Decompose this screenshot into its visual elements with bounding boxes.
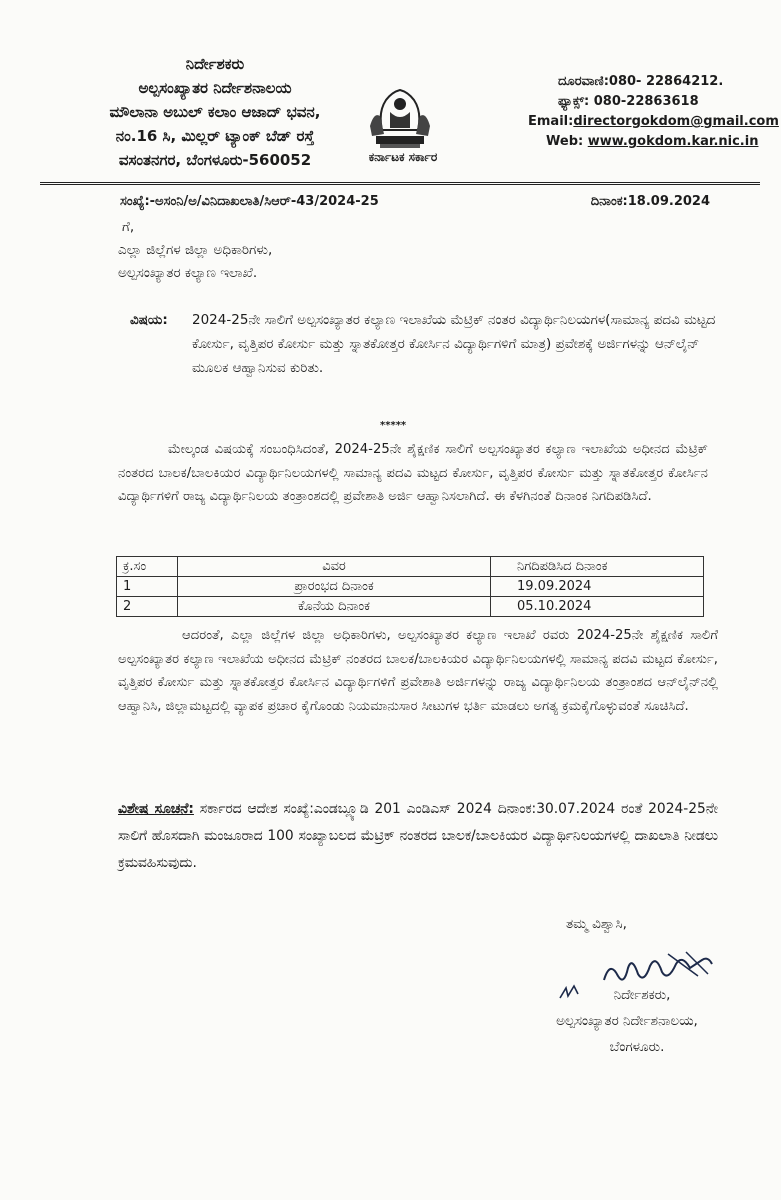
web-line	[528, 132, 768, 152]
web-link[interactable]: www.gokdom.kar.nic.in	[587, 134, 759, 149]
reference-number: ಸಂಖ್ಯೆ:-ಅಸಂನಿ/ಅ/ವಿನಿದಾಖಲಾತಿ/ಸಿಆರ್-43/2024-25	[120, 194, 379, 209]
table-row	[117, 597, 704, 617]
office-building: ಮೌಲಾನಾ ಅಬುಲ್ ಕಲಾಂ ಆಜಾದ್ ಭವನ,	[109, 103, 321, 121]
contact-block	[528, 72, 779, 152]
addressee-block	[118, 216, 518, 285]
letter-date: ದಿನಾಂಕ:18.09.2024	[590, 194, 710, 209]
special-note	[118, 796, 718, 877]
table-header-row	[117, 557, 704, 577]
signatory-city: ಬೆಂಗಳೂರು.	[609, 1039, 665, 1055]
special-note-label: ವಿಶೇಷ ಸೂಚನೆ:	[118, 801, 194, 817]
body-paragraph-2: ಆದರಂತೆ, ಎಲ್ಲಾ ಜಿಲ್ಲೆಗಳ ಜಿಲ್ಲಾ ಅಧಿಕಾರಿಗಳು, ಅಲ್ಪಸಂಖ್ಯಾತರ ಕಲ್ಯಾಣ ಇಲಾಖೆ ರವರು 2024-25ನೇ ಶೈಕ್ಷಣಿಕ ಸಾಲಿಗೆ ಅಲ್ಪಸಂಖ್ಯಾತರ ಕಲ್ಯಾಣ ಇಲಾಖೆಯ ಅಧೀನದ ಮೆಟ್ರಿಕ್ ನಂತರದ ಬಾಲಕ/ಬಾಲಕಿಯರ ವಿದ್ಯಾರ್ಥಿನಿಲಯಗಳಲ್ಲಿ ಸಾಮಾನ್ಯ ಪದವಿ ಮಟ್ಟದ ಕೋರ್ಸು, ವೃತ್ತಿಪರ ಕೋರ್ಸು ಮತ್ತು ಸ್ನಾತಕೋತ್ತರ ಕೋರ್ಸಿನ ವಿದ್ಯಾರ್ಥಿಗಳಿಗೆ ಪ್ರವೇಶಾತಿ ಅರ್ಜಿಗಳನ್ನು ರಾಜ್ಯ ವಿದ್ಯಾರ್ಥಿನಿಲಯ ತಂತ್ರಾಂಶದ ಆನ್‌ಲೈನ್‌ನಲ್ಲಿ ಆಹ್ವಾನಿಸಿ, ಜಿಲ್ಲಾಮಟ್ಟದಲ್ಲಿ ವ್ಯಾಪಕ ಪ್ರಚಾರ ಕೈಗೊಂಡು ನಿಯಮಾನುಸಾರ ಸೀಟುಗಳ ಭರ್ತಿ ಮಾಡಲು ಅಗತ್ಯ ಕ್ರಮಕೈಗೊಳ್ಳುವಂತೆ ಸೂಚಿಸಿದೆ.	[118, 628, 718, 714]
table-header-cell: ವಿವರ	[178, 557, 491, 577]
phone-number: ದೂರವಾಣಿ:080- 22864212.	[558, 74, 724, 89]
table-cell: 2	[117, 597, 178, 617]
table-cell: ಕೊನೆಯ ದಿನಾಂಕ	[178, 597, 491, 617]
web-label: Web:	[546, 134, 588, 149]
subject-text: 2024-25ನೇ ಸಾಲಿಗೆ ಅಲ್ಪಸಂಖ್ಯಾತರ ಕಲ್ಯಾಣ ಇಲಾಖೆಯ ಮೆಟ್ರಿಕ್ ನಂತರ ವಿದ್ಯಾರ್ಥಿನಿಲಯಗಳ(ಸಾಮಾನ್ಯ ಪದವಿ ಮಟ್ಟದ ಕೋರ್ಸು, ವೃತ್ತಿಪರ ಕೋರ್ಸು ಮತ್ತು ಸ್ನಾತಕೋತ್ತರ ಕೋರ್ಸಿನ ವಿದ್ಯಾರ್ಥಿಗಳಿಗೆ ಮಾತ್ರ) ಪ್ರವೇಶಕ್ಕೆ ಅರ್ಜಿಗಳನ್ನು ಆನ್‌ಲೈನ್ ಮೂಲಕ ಆಹ್ವಾನಿಸುವ ಕುರಿತು.	[192, 312, 716, 376]
table-cell: 05.10.2024	[491, 597, 704, 617]
addressee-line-1: ಎಲ್ಲಾ ಜಿಲ್ಲೆಗಳ ಜಿಲ್ಲಾ ಅಧಿಕಾರಿಗಳು,	[118, 242, 273, 258]
table-cell: 19.09.2024	[491, 577, 704, 597]
initials-mark-icon	[558, 984, 580, 1002]
fax-number: ಫ್ಯಾಕ್ಸ್: 080-22863618	[558, 94, 699, 109]
addressee-line-2: ಅಲ್ಪಸಂಖ್ಯಾತರ ಕಲ್ಯಾಣ ಇಲಾಖೆ.	[118, 265, 258, 281]
office-city: ವಸಂತನಗರ, ಬೆಂಗಳೂರು-560052	[118, 151, 312, 169]
special-note-text: ಸರ್ಕಾರದ ಆದೇಶ ಸಂಖ್ಯೆ:ಎಂಡಬ್ಲ್ಯೂಡಿ 201 ಎಂಡಿಎಸ್ 2024 ದಿನಾಂಕ:30.07.2024 ರಂತೆ 2024-25ನೇ ಸಾಲಿಗೆ ಹೊಸದಾಗಿ ಮಂಜೂರಾದ 100 ಸಂಖ್ಯಾಬಲದ ಮೆಟ್ರಿಕ್ ನಂತರದ ಬಾಲಕ/ಬಾಲಕಿಯರ ವಿದ್ಯಾರ್ಥಿನಿಲಯಗಳಲ್ಲಿ ದಾಖಲಾತಿ ನೀಡಲು ಕ್ರಮವಹಿಸುವುದು.	[118, 801, 718, 871]
emblem-caption: ಕರ್ನಾಟಕ ಸರ್ಕಾರ	[368, 150, 438, 164]
email-label: Email:	[528, 114, 574, 129]
email-link[interactable]: directorgokdom@gmail.com	[573, 114, 779, 129]
subject-label: ವಿಷಯ:	[130, 312, 168, 328]
table-cell: ಪ್ರಾರಂಭದ ದಿನಾಂಕ	[178, 577, 491, 597]
state-emblem-icon	[360, 82, 440, 152]
signatory-office: ಅಲ್ಪಸಂಖ್ಯಾತರ ನಿರ್ದೇಶನಾಲಯ,	[556, 1013, 698, 1029]
office-title: ನಿರ್ದೇಶಕರು	[185, 55, 245, 73]
table-header-cell: ನಿಗದಿಪಡಿಸಿದ ದಿನಾಂಕ	[491, 557, 704, 577]
table-header-cell: ಕ್ರ.ಸಂ	[117, 557, 178, 577]
closing-salutation: ತಮ್ಮ ವಿಶ್ವಾಸಿ,	[566, 916, 627, 932]
email-line	[528, 112, 779, 132]
separator-stars: *****	[380, 420, 407, 431]
office-name: ಅಲ್ಪಸಂಖ್ಯಾತರ ನಿರ್ದೇಶನಾಲಯ	[138, 79, 292, 97]
body-paragraph-1: ಮೇಲ್ಕಂಡ ವಿಷಯಕ್ಕೆ ಸಂಬಂಧಿಸಿದಂತೆ, 2024-25ನೇ ಶೈಕ್ಷಣಿಕ ಸಾಲಿಗೆ ಅಲ್ಪಸಂಖ್ಯಾತರ ಕಲ್ಯಾಣ ಇಲಾಖೆಯ ಅಧೀನದ ಮೆಟ್ರಿಕ್ ನಂತರದ ಬಾಲಕ/ಬಾಲಕಿಯರ ವಿದ್ಯಾರ್ಥಿನಿಲಯಗಳಲ್ಲಿ ಸಾಮಾನ್ಯ ಪದವಿ ಮಟ್ಟದ ಕೋರ್ಸು, ವೃತ್ತಿಪರ ಕೋರ್ಸು ಮತ್ತು ಸ್ನಾತಕೋತ್ತರ ಕೋರ್ಸಿನ ವಿದ್ಯಾರ್ಥಿಗಳಿಗೆ ರಾಜ್ಯ ವಿದ್ಯಾರ್ಥಿನಿಲಯ ತಂತ್ರಾಂಶದಲ್ಲಿ ಪ್ರವೇಶಾತಿ ಅರ್ಜಿ ಆಹ್ವಾನಿಸಲಾಗಿದೆ. ಈ ಕೆಳಗಿನಂತೆ ದಿನಾಂಕ ನಿಗದಿಪಡಿಸಿದೆ.	[118, 442, 708, 504]
addressee-to: ಗೆ,	[122, 219, 135, 235]
reference-line	[120, 194, 710, 209]
signatory-block	[522, 982, 732, 1060]
table-row	[117, 577, 704, 597]
office-address-block	[85, 52, 345, 172]
office-street: ನಂ.16 ಸಿ, ಮಿಲ್ಲರ್ ಟ್ಯಾಂಕ್ ಬೆಡ್ ರಸ್ತೆ	[115, 127, 315, 145]
dates-table	[116, 556, 704, 617]
header-divider	[40, 182, 760, 185]
signatory-title: ನಿರ್ದೇಶಕರು,	[613, 987, 671, 1003]
table-cell: 1	[117, 577, 178, 597]
subject-block	[130, 308, 720, 380]
